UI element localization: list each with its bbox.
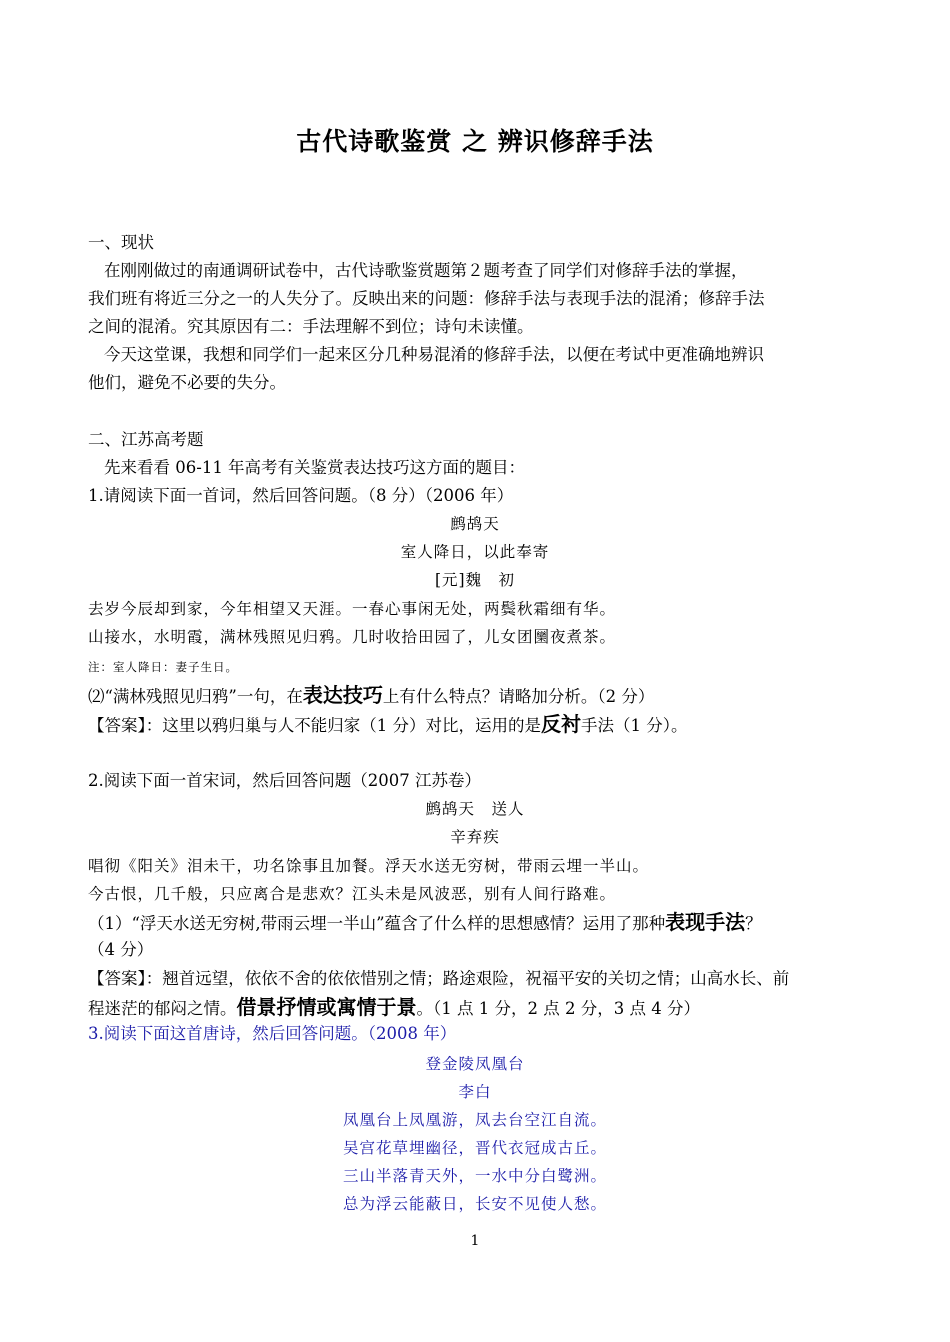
poem-subtitle: 室人降日，以此奉寄 — [400, 543, 550, 561]
section-1-heading: 一、现状 — [88, 233, 154, 252]
page-title: 古代诗歌鉴赏 之 辨识修辞手法 — [296, 127, 654, 156]
poem-line: 去岁今辰却到家，今年相望又天涯。一春心事闲无处，两鬓秋霜细有华。 — [88, 600, 617, 618]
poem-author: 李白 — [458, 1083, 492, 1101]
poem-line: 山接水，水明霞，满林残照见归鸦。几时收拾田园了，儿女团圞夜煮茶。 — [88, 628, 617, 646]
question-2-prompt: 2.阅读下面一首宋词，然后回答问题（2007 江苏卷） — [88, 771, 481, 790]
keyword-highlight: 反衬 — [541, 712, 581, 736]
question-1-prompt: 1.请阅读下面一首词，然后回答问题。（8 分）（2006 年） — [88, 486, 514, 505]
poem-title: 鹧鸪天 — [450, 515, 500, 533]
poem-line: 今古恨，几千般，只应离合是悲欢？江头未是风波恶，别有人间行路难。 — [88, 885, 617, 903]
poem-line: 凤凰台上凤凰游，凤去台空江自流。 — [342, 1111, 607, 1129]
question-2-subquestion: （1）“浮天水送无穷树,带雨云埋一半山”蕴含了什么样的思想感情？运用了那种表现手法？ — [88, 910, 762, 934]
keyword-highlight: 表达技巧 — [302, 683, 383, 707]
poem-note: 注：室人降日：妻子生日。 — [88, 660, 238, 674]
question-3-prompt: 3.阅读下面这首唐诗，然后回答问题。（2008 年） — [88, 1024, 457, 1043]
section-2-heading: 二、江苏高考题 — [88, 430, 204, 449]
poem-line: 三山半落青天外，一水中分白鹭洲。 — [342, 1167, 607, 1185]
paragraph-line: 在刚刚做过的南通调研试卷中，古代诗歌鉴赏题第２题考查了同学们对修辞手法的掌握， — [104, 261, 748, 280]
poem-line: 总为浮云能蔽日，长安不见使人愁。 — [342, 1195, 607, 1213]
paragraph-line: 今天这堂课，我想和同学们一起来区分几种易混淆的修辞手法，以便在考试中更准确地辨识 — [104, 345, 764, 364]
poem-author: [元]魏 初 — [434, 571, 516, 589]
question-1-answer: 【答案】：这里以鸦归巢与人不能归家（1 分）对比，运用的是反衬手法（1 分）。 — [88, 712, 688, 736]
poem-title: 鹧鸪天 送人 — [425, 800, 525, 818]
question-2-answer-line: 程迷茫的郁闷之情。借景抒情或寓情于景。（1 点 1 分，2 点 2 分，3 点 4 分） — [88, 995, 700, 1019]
question-2-answer-line: 【答案】：翘首远望，依依不舍的依依惜别之情；路途艰险，祝福平安的关切之情；山高水长、前 — [88, 969, 790, 988]
poem-title: 登金陵凤凰台 — [425, 1055, 525, 1073]
section-2-intro: 先来看看 06-11 年高考有关鉴赏表达技巧这方面的题目： — [104, 458, 526, 477]
keyword-highlight: 表现手法 — [665, 910, 746, 934]
paragraph-line: 他们，避免不必要的失分。 — [88, 373, 286, 392]
poem-line: 唱彻《阳关》泪未干，功名馀事且加餐。浮天水送无穷树，带雨云埋一半山。 — [88, 857, 650, 875]
question-1-subquestion: ⑵“满林残照见归鸦”一句，在表达技巧上有什么特点？请略加分析。（2 分） — [88, 683, 655, 707]
poem-author: 辛弃疾 — [450, 828, 500, 846]
keyword-highlight: 借景抒情或寓情于景 — [236, 995, 417, 1019]
page-number: 1 — [470, 1233, 480, 1249]
question-2-score: （4 分） — [88, 940, 154, 959]
paragraph-line: 之间的混淆。究其原因有二：手法理解不到位；诗句未读懂。 — [88, 317, 534, 336]
paragraph-line: 我们班有将近三分之一的人失分了。反映出来的问题：修辞手法与表现手法的混淆；修辞手法 — [88, 289, 765, 308]
poem-line: 吴宫花草埋幽径，晋代衣冠成古丘。 — [342, 1139, 607, 1157]
